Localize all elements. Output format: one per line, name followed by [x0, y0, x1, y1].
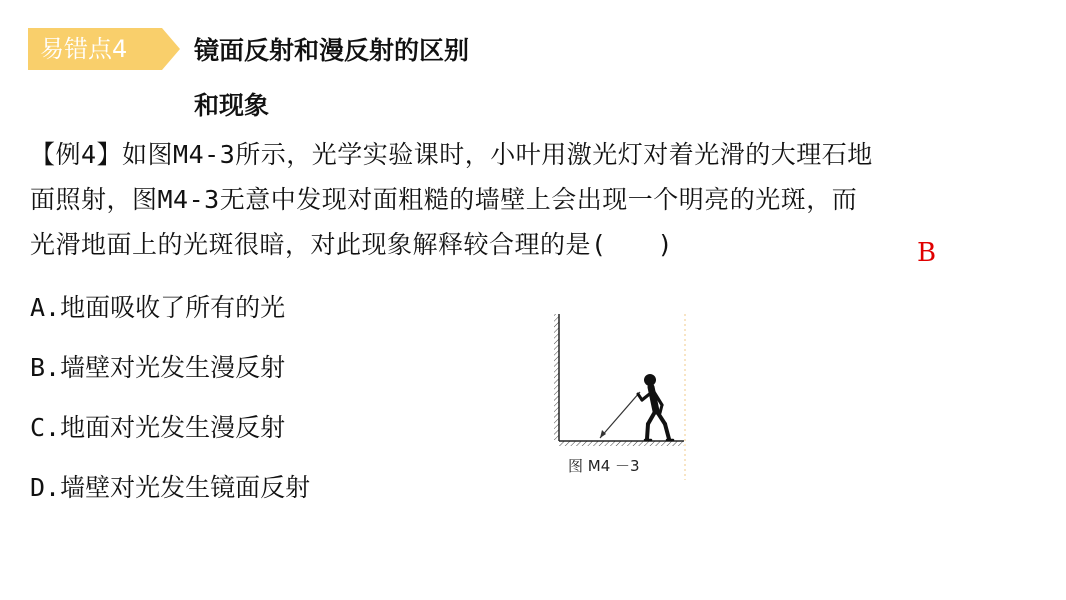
- section-title-line-2: 和现象: [194, 91, 270, 120]
- laser-beam: [600, 392, 640, 438]
- option-c: C.地面对光发生漫反射: [30, 413, 286, 442]
- figure-caption: 图 M4 －3: [568, 457, 640, 475]
- person-icon: [638, 375, 673, 441]
- question-line: 【例4】如图M4-3所示，光学实验课时，小叶用激光灯对着光滑的大理石地: [30, 140, 873, 169]
- question-line: 面照射，图M4-3无意中发现对面粗糙的墙壁上会出现一个明亮的光斑，而: [30, 185, 858, 214]
- question-text: [30, 132, 1060, 267]
- answer-mark: B: [917, 238, 937, 268]
- option-a: A.地面吸收了所有的光: [30, 293, 286, 322]
- error-point-tag: [28, 28, 180, 70]
- laser-arrowhead-icon: [600, 430, 606, 438]
- section-title-line-1: 镜面反射和漫反射的区别: [194, 36, 470, 65]
- option-b: B.墙壁对光发生漫反射: [30, 353, 286, 382]
- question-line: 光滑地面上的光斑很暗，对此现象解释较合理的是( ): [30, 230, 674, 259]
- tag-label: 易错点4: [40, 35, 128, 63]
- options-list: [30, 288, 310, 528]
- option-d: D.墙壁对光发生镜面反射: [30, 473, 311, 502]
- figure-m4-3: [548, 310, 693, 485]
